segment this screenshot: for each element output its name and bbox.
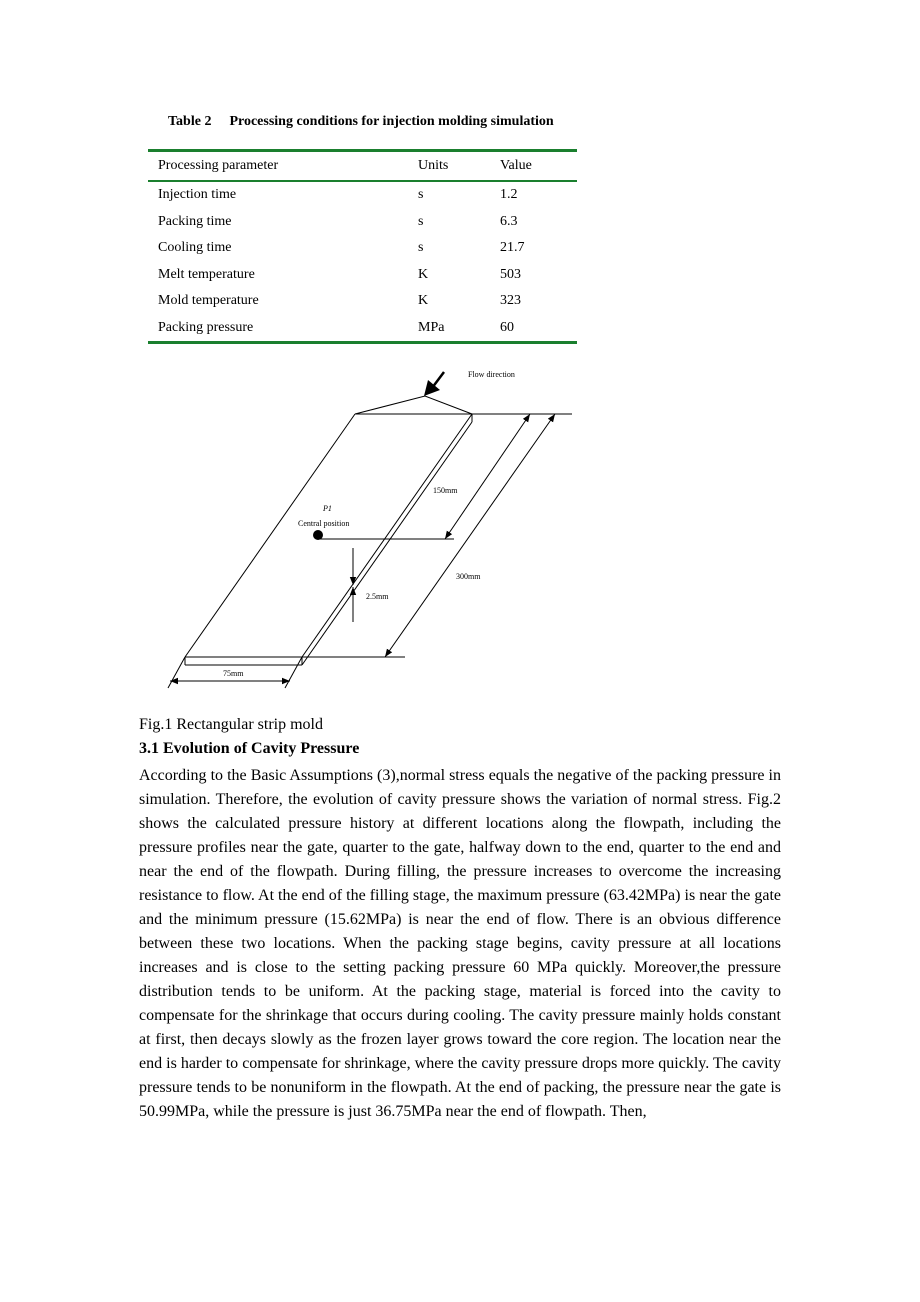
table-cell: Cooling time bbox=[158, 240, 232, 256]
thickness-label: 2.5mm bbox=[366, 592, 389, 601]
table-cell: Injection time bbox=[158, 187, 237, 203]
extension-line bbox=[285, 657, 302, 688]
flow-direction-label: Flow direction bbox=[468, 370, 515, 379]
table-cell: s bbox=[418, 187, 424, 203]
table-cell: 21.7 bbox=[500, 240, 525, 256]
table-cell: 60 bbox=[500, 319, 514, 335]
table-caption-title: Processing conditions for injection molding simulation bbox=[229, 114, 554, 129]
table-cell: Packing pressure bbox=[158, 319, 254, 335]
table-cell: s bbox=[418, 240, 424, 256]
p1-label: P1 bbox=[323, 504, 332, 513]
table-cell: K bbox=[418, 293, 429, 309]
section-heading: 3.1 Evolution of Cavity Pressure bbox=[139, 740, 360, 757]
table-cell: Mold temperature bbox=[158, 293, 259, 309]
table-cell: MPa bbox=[418, 319, 445, 335]
length-150-dimension bbox=[445, 414, 530, 539]
table-cell: s bbox=[418, 213, 424, 229]
table-caption-label: Table 2 bbox=[168, 114, 212, 129]
table-cell: Melt temperature bbox=[158, 266, 255, 282]
table-cell: K bbox=[418, 266, 429, 282]
table-header-cell: Value bbox=[500, 158, 532, 173]
table-cell: 6.3 bbox=[500, 213, 518, 229]
central-position-label: Central position bbox=[298, 519, 350, 528]
extension-line bbox=[168, 657, 185, 688]
table-header-cell: Processing parameter bbox=[158, 158, 279, 173]
gate-shape bbox=[355, 396, 472, 414]
table-cell: 503 bbox=[500, 266, 521, 282]
p1-point bbox=[313, 530, 323, 540]
slab-right-back-edge bbox=[302, 422, 472, 665]
table-cell: 323 bbox=[500, 293, 521, 309]
slab-right-front-edge bbox=[302, 414, 472, 657]
table-header-cell: Units bbox=[418, 158, 449, 173]
table-cell: Packing time bbox=[158, 213, 232, 229]
table-cell: 1.2 bbox=[500, 187, 518, 203]
length-300-label: 300mm bbox=[456, 572, 481, 581]
slab-left-edge bbox=[185, 414, 355, 657]
body-paragraph: According to the Basic Assumptions (3),normal stress equals the negative of the packing pressure in simulation. Therefore, the evolution of cavity pressure shows the variation of normal stress. Fig.2 shows the calculated pressure history at different locations along the flowpath, including the pressure profiles near the gate, quarter to the gate, halfway down to the end, quarter to the end and near the end of the flowpath. During filling, the pressure increases to overcome the increasing resistance to flow. At the end of the filling stage, the maximum pressure (63.42MPa) is near the gate and the minimum pressure (15.62MPa) is near the end of flow. There is an obvious difference between these two locations. When the packing stage begins, cavity pressure at all locations increases and is close to the setting packing pressure 60 MPa quickly. Moreover,the pressure distribution tends to be uniform. At the packing stage, material is forced into the cavity to compensate for the shrinkage that occurs during cooling. The cavity pressure mainly holds constant at first, then decays slowly as the frozen layer grows toward the core region. The location near the end is harder to compensate for shrinkage, where the cavity pressure drops more quickly. The cavity pressure tends to be nonuniform in the flowpath. At the end of packing, the pressure near the gate is 50.99MPa, while the pressure is just 36.75MPa near the end of flowpath. Then, bbox=[139, 767, 781, 1120]
width-label: 75mm bbox=[223, 669, 244, 678]
length-150-label: 150mm bbox=[433, 486, 458, 495]
figure-caption: Fig.1 Rectangular strip mold bbox=[139, 716, 323, 733]
length-300-dimension bbox=[385, 414, 555, 657]
